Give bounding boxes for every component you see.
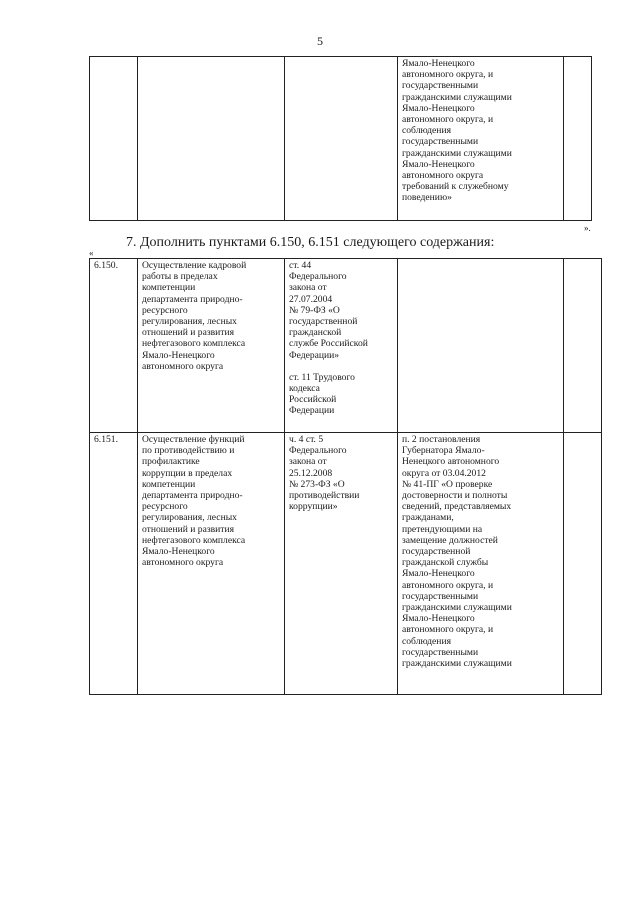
notes-cell	[564, 57, 592, 221]
notes-cell	[564, 259, 602, 433]
legal-basis-text-2: ст. 11 Трудового кодекса Российской Федерации	[289, 371, 355, 417]
legal-basis-cell	[285, 259, 398, 433]
continued-table	[89, 56, 592, 221]
opening-quote: «	[89, 248, 94, 258]
table-row	[90, 259, 602, 433]
description-cell	[138, 57, 285, 221]
number-cell	[90, 433, 138, 695]
legal-basis-cell	[285, 57, 398, 221]
regional-act-cell	[398, 57, 564, 221]
closing-quote: ».	[584, 223, 591, 233]
description-text: Осуществление кадровой работы в пределах компетенции департамента природно- ресурсного регулирования, лесных отношений и развития нефтегазового комплекса Ямало-Ненецкого автономного округа	[142, 260, 247, 372]
legal-basis-cell	[285, 433, 398, 695]
regional-act-text: Ямало-Ненецкого автономного округа, и государственными гражданскими служащими Ямало-Ненецкого автономного округа, и соблюдения государственными гражданскими служащими Ямало-Ненецкого автономного округа требований к служебному поведению»	[402, 58, 512, 204]
legal-basis-text: ч. 4 ст. 5 Федерального закона от 25.12.2008 № 273-ФЗ «О противодействии коррупции»	[289, 434, 360, 513]
description-cell	[138, 433, 285, 695]
row-number: 6.151.	[94, 434, 118, 445]
number-cell	[90, 259, 138, 433]
description-text: Осуществление функций по противодействию и профилактике коррупции в пределах компетенции департамента природно- ресурсного регулирования, лесных отношений и развития нефтегазового комплекса Ямало-Ненецкого автономного округа	[142, 434, 246, 569]
regional-act-cell	[398, 433, 564, 695]
amendment-instruction: 7. Дополнить пунктами 6.150, 6.151 следующего содержания:	[126, 235, 495, 250]
table-row	[90, 57, 592, 221]
amendment-table	[89, 258, 602, 695]
table-row	[90, 433, 602, 695]
notes-cell	[564, 433, 602, 695]
description-cell	[138, 259, 285, 433]
page-number: 5	[317, 34, 323, 48]
regional-act-cell	[398, 259, 564, 433]
row-number: 6.150.	[94, 260, 118, 271]
number-cell	[90, 57, 138, 221]
regional-act-text: п. 2 постановления Губернатора Ямало- Ненецкого автономного округа от 03.04.2012 № 41-ПГ «О проверке достоверности и полноты сведений, представляемых гражданами, претендующими на замещение должностей государственной гражданской службы Ямало-Ненецкого автономного округа, и государственными гражданскими служащими Ямало-Ненецкого автономного округа, и соблюдения государственными гражданскими служащими	[402, 434, 512, 670]
legal-basis-text: ст. 44 Федерального закона от 27.07.2004 № 79-ФЗ «О государственной гражданской службе Российской Федерации»	[289, 260, 368, 361]
